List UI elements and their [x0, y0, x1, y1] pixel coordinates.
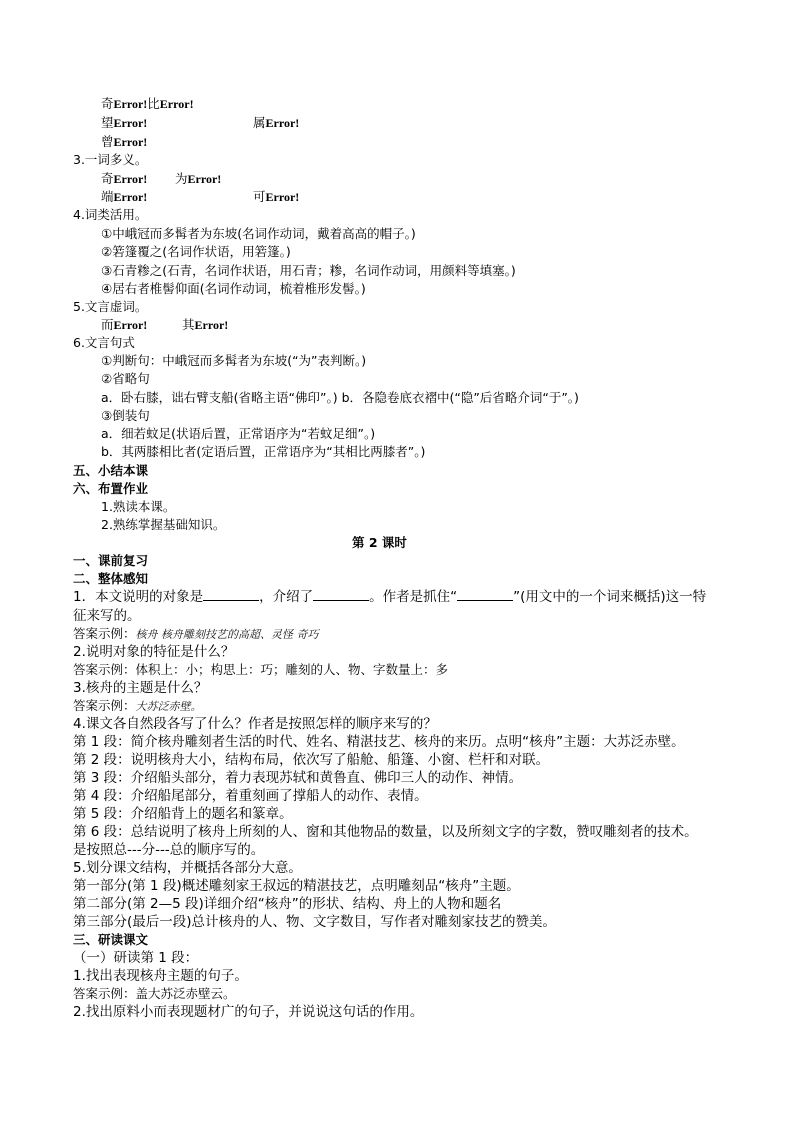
question: 征来写的。	[73, 608, 141, 624]
list-item: ③石青糁之(石青，名词作状语，用石青；糁，名词作动词，用颜料等填塞。)	[101, 263, 516, 278]
paragraph-summary: 第 1 段：简介核舟雕刻者生活的时代、姓名、精湛技艺、核舟的来历。点明“核舟”主题：大苏泛赤壁。	[73, 734, 685, 750]
question: 1.找出表现核舟主题的句子。	[73, 968, 248, 984]
paragraph-summary: 第 5 段：介绍船背上的题名和篆章。	[73, 806, 293, 822]
vocab-line: 可Error!	[253, 189, 300, 204]
question: 2.找出原料小而表现题材广的句子，并说说这句话的作用。	[73, 1004, 424, 1020]
error-text: Error!	[113, 135, 148, 149]
error-text: Error!	[265, 116, 300, 130]
error-text: Error!	[113, 318, 148, 332]
page-title: 第 2 课时	[352, 535, 407, 550]
answer-blank	[203, 588, 259, 601]
error-text: Error!	[113, 97, 148, 111]
answer-line: 答案示例：大苏泛赤壁。	[73, 698, 202, 713]
heading: 5.文言虚词。	[73, 299, 148, 314]
list-item: ①判断句：中峨冠而多髯者为东坡(“为”表判断。)	[101, 353, 367, 368]
answer-blank	[457, 588, 513, 601]
error-text: Error!	[113, 190, 148, 204]
subheading: （一）研读第 1 段：	[73, 950, 199, 966]
error-text: Error!	[159, 97, 194, 111]
section-heading: 六、布置作业	[73, 481, 149, 496]
structure-part: 第一部分(第 1 段)概述雕刻家王叔远的精湛技艺，点明雕刻品“核舟”主题。	[73, 878, 520, 894]
heading: 3.一词多义。	[73, 152, 148, 167]
vocab-line: 端Error!	[101, 189, 148, 204]
vocab-line: 其Error!	[182, 317, 229, 332]
paragraph-summary: 是按照总---分---总的顺序写的。	[73, 842, 265, 858]
list-item: ③倒装句	[101, 408, 150, 423]
list-item: ②箬篷覆之(名词作状语，用箬篷。)	[101, 244, 291, 259]
list-item: b．其两膝相比者(定语后置，正常语序为“其相比两膝者”。)	[101, 444, 426, 459]
question: 2.说明对象的特征是什么？	[73, 644, 235, 660]
question: 3.核舟的主题是什么？	[73, 680, 208, 696]
answer-blank	[313, 588, 369, 601]
structure-part: 第二部分(第 2—5 段)详细介绍“核舟”的形状、结构、舟上的人物和题名	[73, 896, 502, 912]
structure-part: 第三部分(最后一段)总计核舟的人、物、文字数目，写作者对雕刻家技艺的赞美。	[73, 914, 557, 930]
list-item: a．卧右膝，诎右臂支船(省略主语“佛印”。) b．各隐卷底衣褶中(“隐”后省略介词“于”。)	[101, 390, 579, 405]
error-text: Error!	[194, 318, 229, 332]
answer-line: 答案示例：盖大苏泛赤壁云。	[73, 986, 236, 1001]
question: 1．本文说明的对象是 ，介绍了 。作者是抓住“ ”(用文中的一个词来概括)这一特	[73, 589, 707, 605]
paragraph-summary: 第 6 段：总结说明了核舟上所刻的人、窗和其他物品的数量，以及所刻文字的字数，赞叹雕刻者的技术。	[73, 824, 698, 840]
question: 4.课文各自然段各写了什么？作者是按照怎样的顺序来写的？	[73, 716, 437, 732]
list-item: ④居右者椎髻仰面(名词作动词，梳着椎形发髻。)	[101, 281, 366, 296]
vocab-line: 奇Error!比Error!	[101, 96, 194, 111]
paragraph-summary: 第 4 段：介绍船尾部分，着重刻画了撑船人的动作、表情。	[73, 788, 428, 804]
list-item: a．细若蚊足(状语后置，正常语序为“若蚊足细”。)	[101, 426, 376, 441]
paragraph-summary: 第 2 段：说明核舟大小，结构布局，依次写了船舱、船篷、小窗、栏杆和对联。	[73, 752, 550, 768]
list-item: 2.熟练掌握基础知识。	[101, 517, 226, 532]
list-item: ②省略句	[101, 371, 150, 386]
vocab-line: 望Error!	[101, 115, 148, 130]
section-heading: 五、小结本课	[73, 463, 149, 478]
answer-line: 答案示例：体积上：小；构思上：巧；雕刻的人、物、字数量上：多	[73, 662, 449, 677]
vocab-line: 而Error!	[101, 317, 148, 332]
list-item: 1.熟读本课。	[101, 499, 176, 514]
paragraph-summary: 第 3 段：介绍船头部分，着力表现苏轼和黄鲁直、佛印三人的动作、神情。	[73, 770, 523, 786]
vocab-line: 曾Error!	[101, 134, 148, 149]
vocab-line: 为Error!	[175, 171, 222, 186]
error-text: Error!	[187, 172, 222, 186]
handwritten-answer: 核舟 核舟雕刻技艺的高超、灵怪 奇巧	[135, 628, 319, 641]
section-heading: 三、研读课文	[73, 932, 149, 947]
vocab-line: 奇Error!	[101, 171, 148, 186]
answer-line: 答案示例：核舟 核舟雕刻技艺的高超、灵怪 奇巧	[73, 626, 319, 641]
heading: 6.文言句式	[73, 335, 135, 350]
question: 5.划分课文结构，并概括各部分大意。	[73, 860, 302, 876]
handwritten-answer: 大苏泛赤壁。	[135, 700, 202, 713]
heading: 4.词类活用。	[73, 207, 148, 222]
error-text: Error!	[113, 172, 148, 186]
section-heading: 二、整体感知	[73, 571, 149, 586]
vocab-line: 属Error!	[253, 115, 300, 130]
error-text: Error!	[113, 116, 148, 130]
list-item: ①中峨冠而多髯者为东坡(名词作动词，戴着高高的帽子。)	[101, 226, 416, 241]
section-heading: 一、课前复习	[73, 553, 149, 568]
error-text: Error!	[265, 190, 300, 204]
